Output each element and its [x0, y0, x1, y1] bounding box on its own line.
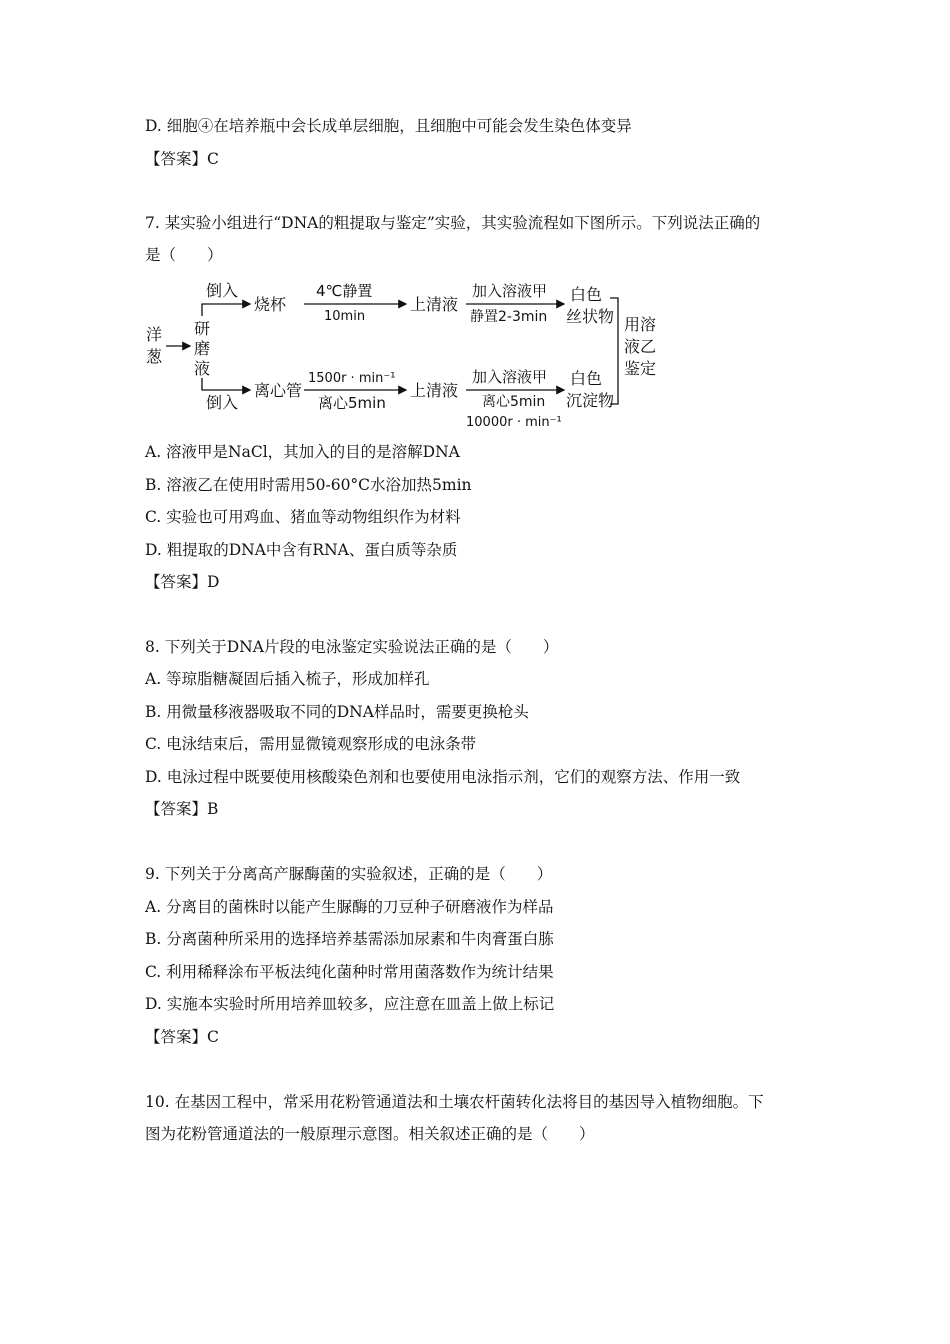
identify-label-1: 用溶 [624, 315, 657, 334]
q8-option-b: B. 用微量移液器吸取不同的DNA样品时，需要更换枪头 [145, 703, 529, 721]
q9-option-b: B. 分离菌种所采用的选择培养基需添加尿素和牛肉膏蛋白胨 [145, 930, 554, 948]
q9-stem: 9. 下列关于分离高产脲酶菌的实验叙述，正确的是（ ） [145, 865, 553, 883]
top-condition-2: 10min [324, 309, 366, 324]
q7-answer: 【答案】D [145, 573, 220, 591]
dna-extraction-flowchart [140, 276, 680, 436]
identify-label-3: 鉴定 [624, 359, 657, 378]
q7-option-d: D. 粗提取的DNA中含有RNA、蛋白质等杂质 [145, 541, 458, 559]
supernatant-bottom: 上清液 [410, 381, 459, 400]
q7-option-c: C. 实验也可用鸡血、猪血等动物组织作为材料 [145, 508, 461, 526]
spin-speed-bottom: 10000r · min⁻¹ [466, 415, 562, 430]
add-solution-a-bottom: 加入溶液甲 [472, 368, 548, 386]
q8-option-d: D. 电泳过程中既要使用核酸染色剂和也要使用电泳指示剂，它们的观察方法、作用一致 [145, 768, 741, 786]
white-bottom: 白色 [570, 369, 603, 388]
identify-label-2: 液乙 [624, 337, 657, 356]
q8-stem: 8. 下列关于DNA片段的电泳鉴定实验说法正确的是（ ） [145, 638, 559, 656]
q7-stem-line2: 是（ ） [145, 246, 223, 264]
q8-option-c: C. 电泳结束后，需用显微镜观察形成的电泳条带 [145, 735, 477, 753]
q10-stem-line2: 图为花粉管通道法的一般原理示意图。相关叙述正确的是（ ） [145, 1125, 595, 1143]
onion-label-1: 洋 [146, 325, 163, 344]
spin-time-bottom: 离心5min [482, 394, 546, 410]
q9-option-a: A. 分离目的菌株时以能产生脲酶的刀豆种子研磨液作为样品 [145, 898, 554, 916]
q10-stem-line1: 10. 在基因工程中，常采用花粉管通道法和土壤农杆菌转化法将目的基因导入植物细胞。下 [145, 1093, 764, 1111]
arrow-grind-beaker [202, 304, 250, 316]
beaker-label: 烧杯 [254, 295, 287, 314]
q9-option-d: D. 实施本实验时所用培养皿较多，应注意在皿盖上做上标记 [145, 995, 555, 1013]
precipitate-label: 沉淀物 [566, 391, 615, 410]
bottom-condition-2: 离心5min [318, 394, 386, 412]
onion-label-2: 葱 [146, 347, 163, 366]
q7-stem-line1: 7. 某实验小组进行“DNA的粗提取与鉴定”实验，其实验流程如下图所示。下列说法正确的 [145, 214, 761, 232]
q8-option-a: A. 等琼脂糖凝固后插入梳子，形成加样孔 [145, 670, 430, 688]
top-condition-1: 4℃静置 [316, 282, 373, 300]
q7-option-b: B. 溶液乙在使用时需用50-60°C水浴加热5min [145, 476, 472, 494]
supernatant-top: 上清液 [410, 295, 459, 314]
filament-label: 丝状物 [566, 307, 615, 326]
add-solution-a-top: 加入溶液甲 [472, 282, 548, 300]
q9-answer: 【答案】C [145, 1028, 219, 1046]
grind-label-2: 磨 [194, 339, 211, 358]
pour-top-label: 倒入 [206, 281, 239, 300]
centrifuge-tube-label: 离心管 [254, 381, 303, 400]
q8-answer: 【答案】B [145, 800, 219, 818]
grind-label-1: 研 [194, 319, 211, 338]
q6-option-d: D. 细胞④在培养瓶中会长成单层细胞，且细胞中可能会发生染色体变异 [145, 117, 632, 135]
arrow-grind-tube [202, 378, 250, 390]
q6-answer: 【答案】C [145, 150, 219, 168]
pour-bottom-label: 倒入 [206, 393, 239, 412]
still-time-top: 静置2-3min [470, 309, 548, 325]
q9-option-c: C. 利用稀释涂布平板法纯化菌种时常用菌落数作为统计结果 [145, 963, 554, 981]
q7-option-a: A. 溶液甲是NaCl，其加入的目的是溶解DNA [145, 443, 460, 461]
grind-label-3: 液 [194, 359, 211, 378]
white-top: 白色 [570, 285, 603, 304]
bottom-condition-1: 1500r · min⁻¹ [308, 371, 396, 386]
